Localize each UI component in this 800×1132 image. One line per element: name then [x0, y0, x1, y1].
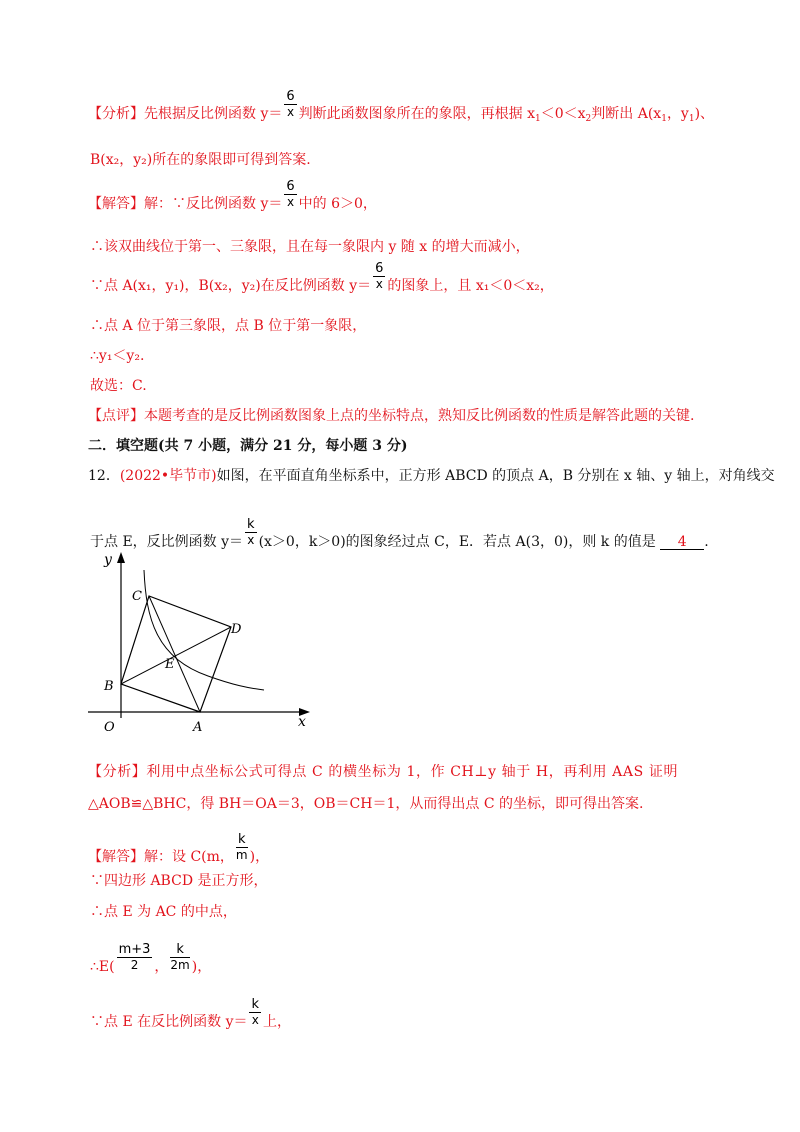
- q11-answer-line4: ∴点 A 位于第三象限，点 B 位于第一象限，: [90, 318, 367, 334]
- label-y: y: [104, 552, 112, 568]
- q11-answer-line6: 故选：C.: [90, 378, 147, 394]
- stem-text: 于点 E，反比例函数 y＝: [90, 534, 244, 550]
- answer-text: 解：设 C(m，: [144, 849, 234, 865]
- fraction-m3-over-2: [117, 943, 153, 971]
- fraction-k-over-x: [249, 998, 261, 1026]
- answer-text: 的图象上，且 x₁＜0＜x₂，: [387, 278, 554, 294]
- analysis-text: 先根据反比例函数 y＝: [144, 106, 283, 122]
- diagonal-ac: [149, 596, 200, 712]
- label-x: x: [298, 714, 306, 730]
- label-d: D: [231, 622, 242, 637]
- frac-den: m: [235, 848, 248, 862]
- label-e: E: [165, 657, 175, 672]
- q12-analysis-line2: △AOB≌△BHC，得 BH＝OA＝3，OB＝CH＝1，从而得出点 C 的坐标，即可得出答案.: [88, 796, 644, 812]
- hyperbola-curve: [144, 570, 264, 690]
- diagonal-bd: [121, 627, 231, 684]
- q12-stem-line1: [88, 469, 775, 483]
- answer-text: 上，: [263, 1014, 292, 1030]
- analysis-text: 利用中点坐标公式可得点 C 的横坐标为 1，作 CH⊥y 轴于 H，再利用 AAS 证明: [146, 764, 679, 780]
- frac-den: x: [286, 195, 295, 209]
- frac-num: 6: [286, 89, 295, 104]
- analysis-text: 判断出 A(x: [591, 106, 662, 122]
- answer-blank: 4: [660, 535, 704, 550]
- frac-den: x: [375, 277, 383, 291]
- analysis-text: ＜0＜x: [540, 106, 586, 122]
- fraction-k-over-2m: [170, 943, 189, 971]
- q12-answer-line1: [88, 832, 270, 871]
- subscript: 1: [535, 114, 541, 124]
- q11-analysis-line2: B(x₂，y₂)所在的象限即可得到答案.: [90, 152, 311, 168]
- subscript: 1: [661, 114, 667, 124]
- fraction-6-over-x: [373, 262, 385, 290]
- fraction-6-over-x: [284, 180, 296, 208]
- label-c: C: [132, 589, 142, 604]
- frac-num: k: [170, 943, 189, 958]
- analysis-tag: 【分析】: [88, 764, 147, 780]
- y-axis-arrow: [117, 552, 125, 563]
- answer-text: 中的 6＞0，: [298, 196, 377, 212]
- answer-text: ∴E(: [90, 959, 115, 975]
- frac-den: x: [251, 1013, 259, 1027]
- frac-num: k: [251, 997, 260, 1012]
- stem-text: .: [704, 534, 709, 550]
- answer-text: ∵点 A(x₁，y₁)，B(x₂，y₂)在反比例函数 y＝: [90, 278, 372, 294]
- q11-comment: [88, 409, 694, 423]
- q12-analysis-line1: [88, 765, 678, 779]
- frac-num: k: [247, 517, 255, 532]
- analysis-text: 判断此函数图象所在的象限，再根据 x: [298, 106, 535, 122]
- geometry-figure: [88, 548, 318, 733]
- question-source: (2022•毕节市): [119, 468, 217, 484]
- fraction-k-over-x: [245, 518, 257, 546]
- q11-answer-line5: ∴y₁＜y₂.: [90, 348, 145, 364]
- q12-answer-line5: [90, 997, 292, 1036]
- q11-answer-line1: [88, 179, 377, 218]
- analysis-tag: 【分析】: [88, 106, 144, 122]
- answer-tag: 【解答】: [88, 849, 144, 865]
- frac-den: 2: [130, 958, 139, 972]
- comment-text: 本题考查的是反比例函数图象上点的坐标特点，熟知反比例函数的性质是解答此题的关键.: [144, 408, 695, 424]
- fraction-k-over-m: [236, 833, 248, 861]
- frac-num: 6: [375, 261, 384, 276]
- label-o: O: [104, 720, 115, 733]
- comment-tag: 【点评】: [88, 408, 144, 424]
- frac-num: m+3: [118, 942, 151, 957]
- q11-answer-line3: [90, 261, 554, 300]
- q12-answer-line3: ∴点 E 为 AC 的中点，: [90, 904, 237, 920]
- subscript: 1: [688, 114, 695, 124]
- answer-tag: 【解答】: [88, 196, 144, 212]
- answer-text: )，: [249, 849, 270, 865]
- square-abcd: [121, 596, 231, 712]
- subscript: 2: [585, 114, 592, 124]
- stem-text: 如图，在平面直角坐标系中，正方形 ABCD 的顶点 A，B 分别在 x 轴、y 轴上，对角线交: [216, 468, 775, 484]
- q12-answer-line2: ∵四边形 ABCD 是正方形，: [90, 873, 268, 889]
- frac-den: x: [286, 105, 295, 119]
- analysis-text: ，y: [666, 106, 689, 122]
- answer-text: )，: [191, 959, 212, 975]
- q11-analysis-line1: [88, 89, 715, 128]
- q12-answer-line4: [90, 942, 212, 981]
- q11-answer-line2: ∴该双曲线位于第一、三象限，且在每一象限内 y 随 x 的增大而减小，: [90, 239, 530, 255]
- answer-text: ，: [154, 959, 169, 975]
- frac-den: 2m: [170, 958, 190, 972]
- stem-text: (x＞0，k＞0)的图象经过点 C，E．若点 A(3，0)，则 k 的值是: [258, 534, 656, 550]
- answer-text: 解：∵反比例函数 y＝: [144, 196, 283, 212]
- frac-den: x: [247, 533, 255, 547]
- analysis-text: )、: [694, 106, 715, 122]
- frac-num: 6: [286, 179, 295, 194]
- label-b: B: [104, 679, 114, 694]
- section-heading: 二．填空题(共 7 小题，满分 21 分，每小题 3 分): [88, 438, 408, 454]
- question-number: 12．: [88, 468, 120, 484]
- fraction-6-over-x: [284, 90, 296, 118]
- frac-num: k: [236, 833, 248, 848]
- label-a: A: [193, 720, 203, 733]
- answer-text: ∵点 E 在反比例函数 y＝: [90, 1014, 248, 1030]
